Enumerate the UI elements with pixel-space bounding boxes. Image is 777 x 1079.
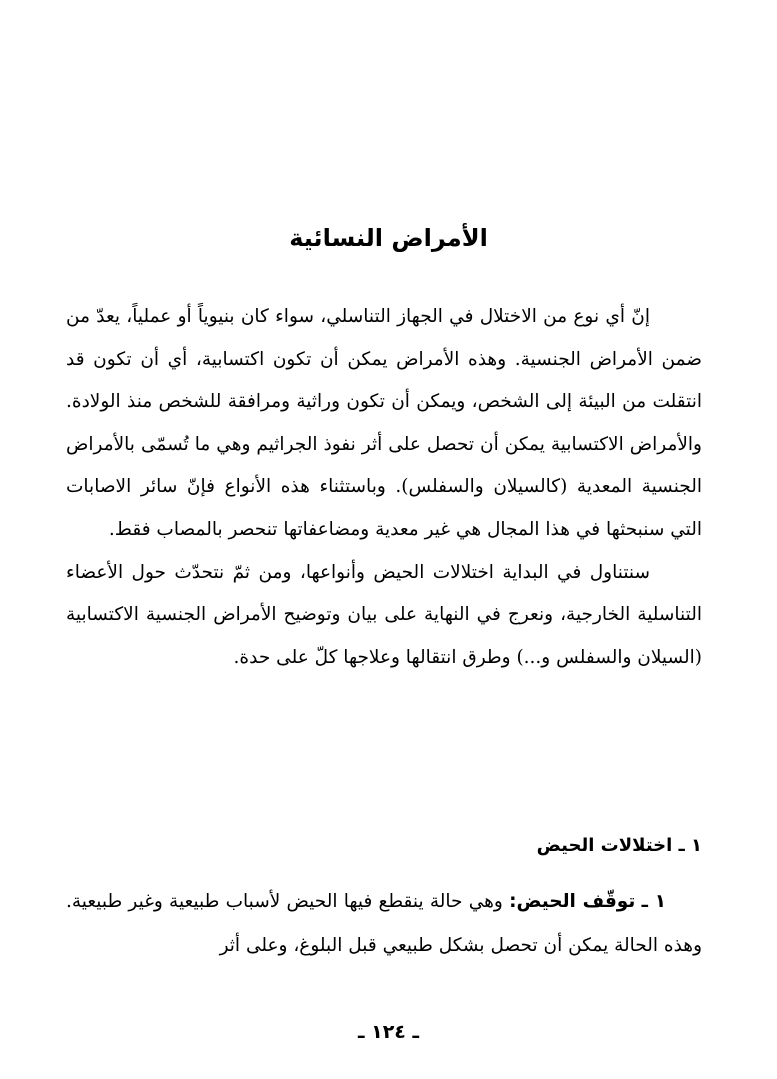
paragraph-outline: سنتناول في البداية اختلالات الحيض وأنواعها، ومن ثمّ نتحدّث حول الأعضاء التناسلية الخارجية، ونعرج في النهاية على بيان وتوضيح الأمراض الجنسية الاكتسابية (السيلان والسفلس و...) وطرق انتقالها وعلاجها كلّ على حدة.	[66, 561, 702, 668]
subsection-paragraph	[66, 880, 702, 968]
subsection-number: ١ ـ	[641, 891, 667, 912]
paragraph-intro: إنّ أي نوع من الاختلال في الجهاز التناسلي، سواء كان بنيوياً أو عملياً، يعدّ من ضمن الأمراض الجنسية. وهذه الأمراض يمكن أن تكون اكتسابية، أي أن تكون قد انتقلت من البيئة إلى الشخص، ويمكن أن تكون وراثية ومرافقة للشخص منذ الولادة. والأمراض الاكتسابية يمكن أن تحصل على أثر نفوذ الجراثيم وهي ما تُسمّى بالأمراض الجنسية المعدية (كالسيلان والسفلس). وباستثناء هذه الأنواع فإنّ سائر الاصابات التي سنبحثها في هذا المجال هي غير معدية ومضاعفاتها تنحصر بالمصاب فقط.	[66, 306, 702, 540]
chapter-title: الأمراض النسائية	[289, 224, 488, 252]
section-heading: ١ ـ اختلالات الحيض	[536, 835, 702, 856]
subsection-amenorrhea	[66, 880, 702, 968]
subsection-term: توقّف الحيض:	[509, 891, 636, 912]
subsection-text: وهي حالة ينقطع فيها الحيض لأسباب طبيعية وغير طبيعية. وهذه الحالة يمكن أن تحصل بشكل طبيعي قبل البلوغ، وعلى أثر	[66, 891, 702, 956]
page-number: ـ ١٢٤ ـ	[357, 1021, 419, 1043]
body-text	[66, 296, 702, 679]
